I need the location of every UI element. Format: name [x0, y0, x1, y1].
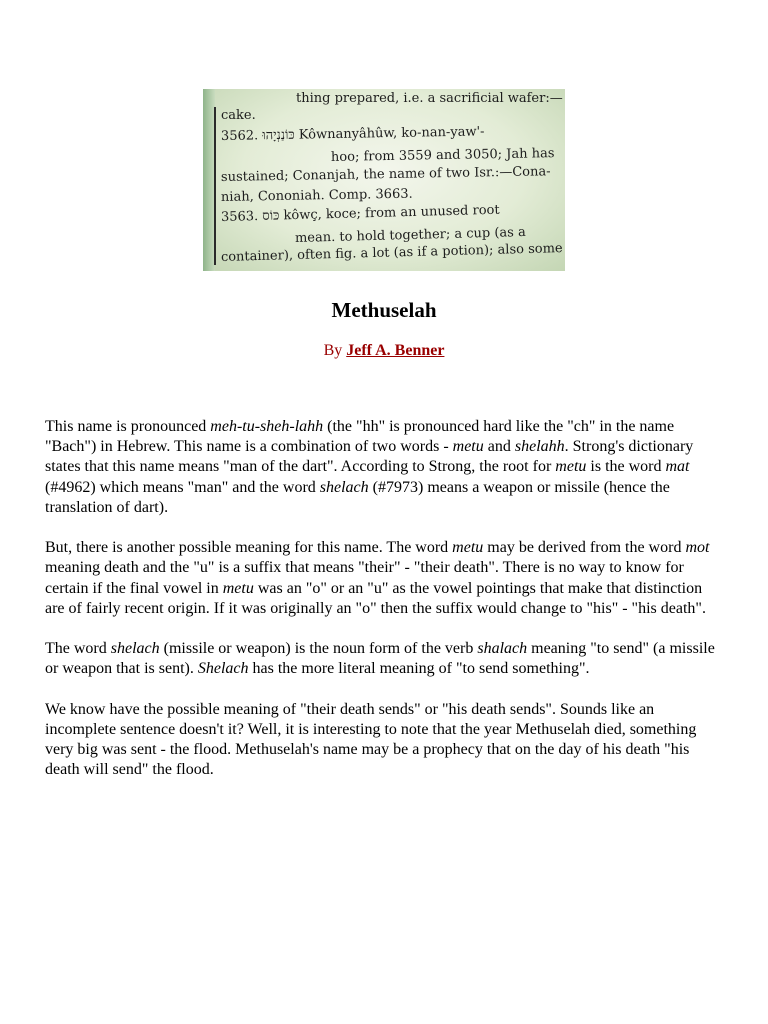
scan-line: sustained; Conanjah, the name of two Isr.:—Cona- [220, 164, 551, 185]
paragraph-2 [45, 639, 725, 679]
italic-term: metu [452, 539, 484, 557]
text-run: meaning "to send" (a missile or weapon that is sent). [45, 640, 715, 678]
text-run: may be derived from the word [483, 539, 686, 557]
italic-term: mot [685, 539, 710, 557]
italic-term: meh-tu-sheh-lahh [210, 418, 324, 435]
paragraph-1 [45, 538, 725, 619]
text-run: The word [45, 640, 111, 658]
dictionary-scan-image [203, 89, 565, 271]
scan-line: hoo; from 3559 and 3050; Jah has [330, 146, 555, 165]
scan-line: 3562. כּוֹנַנְיָהוּ Kôwnanyâhûw, ko-nan-yaw'- [220, 124, 485, 144]
article-body [45, 417, 725, 801]
italic-term: metu [452, 438, 484, 456]
scan-line: cake. [221, 108, 256, 123]
text-run: (missile or weapon) is the noun form of the verb [159, 640, 478, 658]
text-run: We know have the possible meaning of "their death sends" or "his death sends". Sounds like an incomplete sentence doesn't it? Well, it is interesting to note that the year Methuselah died, something very big was sent - the flood. Methuselah's name may be a prophecy that on the day of his death "his death will send" the flood. [45, 700, 697, 779]
italic-term: shelach [110, 640, 160, 658]
paragraph-0 [45, 417, 725, 518]
italic-term: shalach [477, 640, 528, 658]
italic-term: metu [222, 579, 254, 597]
text-run: and [483, 438, 515, 456]
text-run: meaning death and the "u" is a suffix that means "their" - "their death". There is no way to know for certain if the final vowel in [45, 559, 684, 597]
scan-line: container), often fig. a lot (as if a potion); also some [220, 241, 563, 265]
byline [0, 341, 768, 361]
text-run: is the word [586, 458, 666, 476]
italic-term: shelahh [514, 438, 565, 456]
author-link[interactable]: Jeff A. Benner [346, 342, 445, 359]
text-run: has the more literal meaning of "to send something". [248, 660, 590, 678]
scan-line: mean. to hold together; a cup (as a [294, 224, 526, 246]
byline-prefix: By [323, 342, 343, 359]
scan-line: niah, Cononiah. Comp. 3663. [220, 186, 413, 205]
italic-term: mat [665, 458, 690, 476]
page-title: Methuselah [331, 298, 437, 322]
text-run: But, there is another possible meaning for this name. The word [45, 539, 453, 557]
text-run: (the "hh" is pronounced hard like the "ch" in the name "Bach") in Hebrew. This name is a combination of two words - [45, 418, 675, 456]
italic-term: shelach [319, 478, 369, 496]
text-run: (#7973) means a weapon or missile (hence the translation of dart). [45, 478, 670, 516]
paragraph-3 [45, 700, 725, 781]
text-run: This name is pronounced [45, 418, 211, 435]
text-run: was an "o" or an "u" as the vowel pointings that make that distinction are of fairly recent origin. If it was originally an "o" then the suffix would change to "his" - "his death". [45, 579, 706, 617]
scan-line: 3563. כּוֹס kôwç, koce; from an unused root [220, 202, 500, 225]
italic-term: metu [555, 458, 587, 476]
italic-term: Shelach [197, 660, 249, 678]
text-run: . Strong's dictionary states that this name means "man of the dart". According to Strong, the root for [45, 438, 694, 476]
scan-line: thing prepared, i.e. a sacrificial wafer:— [296, 91, 563, 106]
text-run: (#4962) which means "man" and the word [45, 478, 320, 496]
scan-column-rule [214, 107, 216, 265]
